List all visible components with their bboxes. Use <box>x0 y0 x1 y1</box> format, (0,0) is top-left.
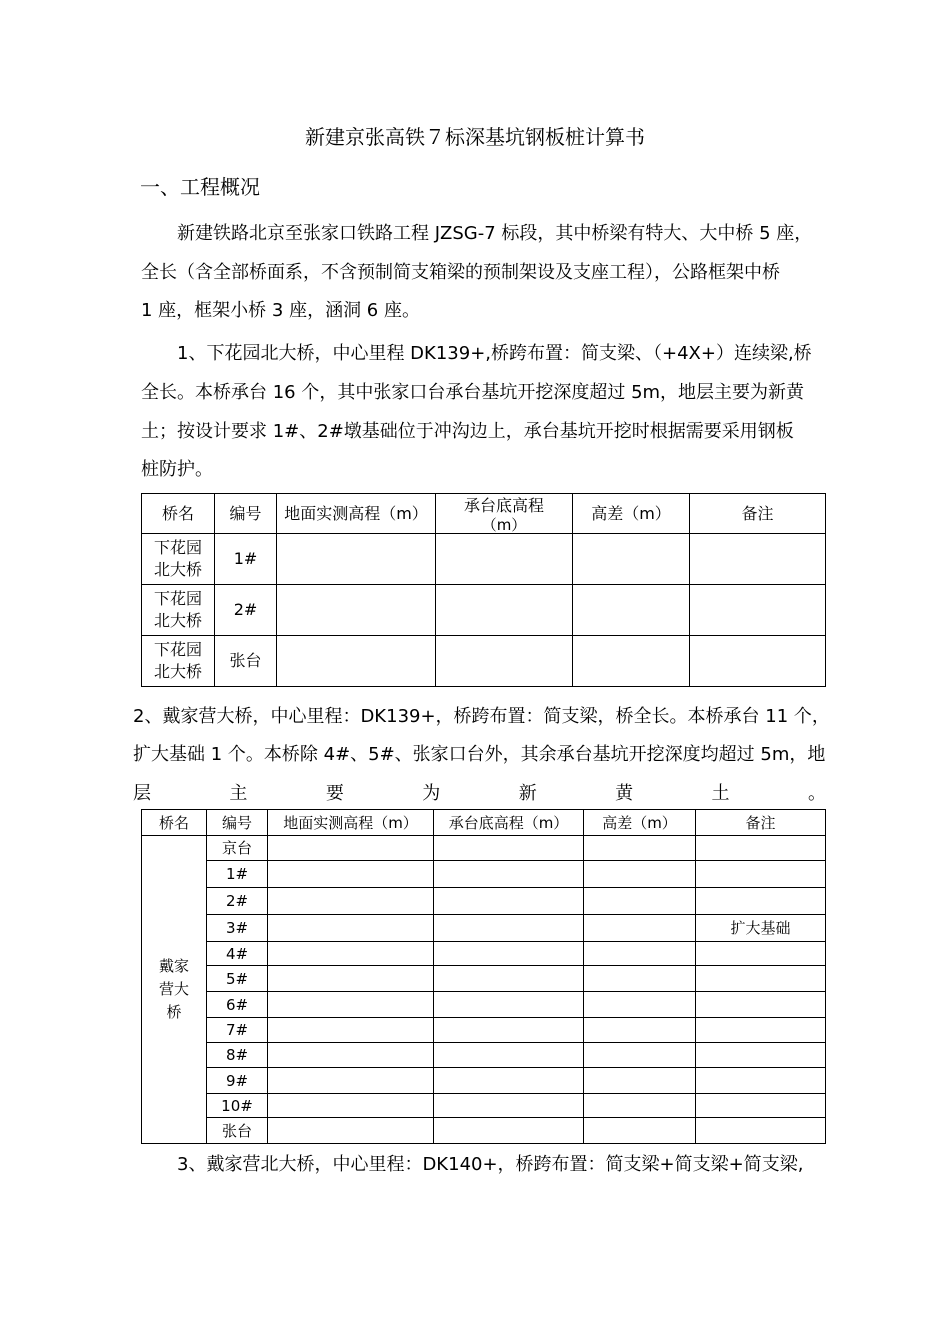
remarks-cell <box>696 1068 826 1094</box>
bridge-name-cell: 下花园 北大桥 <box>142 636 215 687</box>
empty-cell <box>434 1018 584 1043</box>
section-heading: 一、工程概况 <box>140 175 260 199</box>
empty-cell <box>584 1118 696 1144</box>
empty-cell <box>268 942 434 966</box>
number-cell: 6# <box>207 992 268 1018</box>
empty-cell <box>277 636 436 687</box>
empty-cell <box>268 1068 434 1094</box>
number-cell: 京台 <box>207 836 268 861</box>
empty-cell <box>690 636 826 687</box>
empty-cell <box>434 1068 584 1094</box>
empty-cell <box>584 915 696 942</box>
bridge-table-2 <box>141 809 826 1144</box>
empty-cell <box>268 966 434 992</box>
number-cell: 10# <box>207 1094 268 1118</box>
remarks-cell <box>696 992 826 1018</box>
empty-cell <box>584 1068 696 1094</box>
empty-cell <box>434 942 584 966</box>
empty-cell <box>434 915 584 942</box>
table-header-row <box>142 810 826 836</box>
header-bridge-name: 桥名 <box>142 810 207 836</box>
intro-line-3: 1 座，框架小桥 3 座，涵洞 6 座。 <box>141 300 420 321</box>
header-number: 编号 <box>215 494 277 534</box>
empty-cell <box>573 534 690 585</box>
header-remarks: 备注 <box>690 494 826 534</box>
empty-cell <box>434 888 584 915</box>
bridge-name-cell: 下花园 北大桥 <box>142 585 215 636</box>
empty-cell <box>584 1043 696 1068</box>
empty-cell <box>277 585 436 636</box>
intro-line-1: 新建铁路北京至张家口铁路工程 JZSG-7 标段，其中桥梁有特大、大中桥 5 座， <box>177 223 813 244</box>
remarks-cell <box>696 966 826 992</box>
header-remarks: 备注 <box>696 810 826 836</box>
remarks-cell <box>696 1018 826 1043</box>
bridge-table-1 <box>141 493 826 687</box>
empty-cell <box>268 861 434 888</box>
empty-cell <box>584 861 696 888</box>
header-bridge-name: 桥名 <box>142 494 215 534</box>
empty-cell <box>584 1094 696 1118</box>
header-height-difference: 高差（m） <box>573 494 690 534</box>
number-cell: 8# <box>207 1043 268 1068</box>
empty-cell <box>268 888 434 915</box>
remarks-cell <box>696 836 826 861</box>
remarks-cell <box>696 1094 826 1118</box>
header-cap-bottom-elevation: 承台底高程（m） <box>434 810 584 836</box>
table-row <box>142 1068 826 1094</box>
number-cell: 9# <box>207 1068 268 1094</box>
empty-cell <box>584 1018 696 1043</box>
item1-line-3: 土；按设计要求 1#、2#墩基础位于冲沟边上，承台基坑开挖时根据需要采用钢板 <box>141 421 794 442</box>
empty-cell <box>268 1018 434 1043</box>
empty-cell <box>434 1043 584 1068</box>
empty-cell <box>268 836 434 861</box>
table-row <box>142 1118 826 1144</box>
empty-cell <box>436 636 573 687</box>
table-row <box>142 966 826 992</box>
empty-cell <box>434 992 584 1018</box>
remarks-cell <box>696 942 826 966</box>
empty-cell <box>573 636 690 687</box>
header-ground-elevation: 地面实测高程（m） <box>268 810 434 836</box>
item3-line-1: 3、戴家营北大桥，中心里程：DK140+，桥跨布置：简支梁+简支梁+简支梁, <box>177 1154 804 1175</box>
item1-line-2: 全长。本桥承台 16 个，其中张家口台承台基坑开挖深度超过 5m，地层主要为新黄 <box>141 382 805 403</box>
remarks-cell: 扩大基础 <box>696 915 826 942</box>
empty-cell <box>268 915 434 942</box>
remarks-cell <box>696 1118 826 1144</box>
number-cell: 2# <box>215 585 277 636</box>
remarks-cell <box>696 888 826 915</box>
empty-cell <box>268 1094 434 1118</box>
empty-cell <box>268 1043 434 1068</box>
table-row <box>142 1018 826 1043</box>
header-height-difference: 高差（m） <box>584 810 696 836</box>
item2-line-3: 层 主 要 为 新 黄 土 。 <box>133 783 826 804</box>
document-title: 新建京张高铁７标深基坑钢板桩计算书 <box>305 125 645 149</box>
item2-line-2: 扩大基础 1 个。本桥除 4#、5#、张家口台外，其余承台基坑开挖深度均超过 5m，地 <box>133 744 826 765</box>
empty-cell <box>436 534 573 585</box>
empty-cell <box>584 966 696 992</box>
table-row <box>142 585 826 636</box>
number-cell: 1# <box>207 861 268 888</box>
header-ground-elevation: 地面实测高程（m） <box>277 494 436 534</box>
table-row <box>142 1094 826 1118</box>
number-cell: 2# <box>207 888 268 915</box>
empty-cell <box>434 966 584 992</box>
number-cell: 5# <box>207 966 268 992</box>
number-cell: 张台 <box>215 636 277 687</box>
empty-cell <box>434 1118 584 1144</box>
number-cell: 3# <box>207 915 268 942</box>
table-row <box>142 861 826 888</box>
number-cell: 4# <box>207 942 268 966</box>
header-number: 编号 <box>207 810 268 836</box>
number-cell: 1# <box>215 534 277 585</box>
table-row <box>142 888 826 915</box>
empty-cell <box>436 585 573 636</box>
table-row <box>142 992 826 1018</box>
item1-line-4: 桩防护。 <box>141 459 213 480</box>
empty-cell <box>584 836 696 861</box>
table-row <box>142 942 826 966</box>
empty-cell <box>584 942 696 966</box>
header-cap-bottom-elevation: 承台底高程 （m） <box>436 494 573 534</box>
item2-line-1: 2、戴家营大桥，中心里程：DK139+，桥跨布置：简支梁，桥全长。本桥承台 11 个， <box>133 706 830 727</box>
empty-cell <box>268 992 434 1018</box>
remarks-cell <box>696 1043 826 1068</box>
table-header-row <box>142 494 826 534</box>
table-row <box>142 534 826 585</box>
remarks-cell <box>696 861 826 888</box>
empty-cell <box>584 992 696 1018</box>
empty-cell <box>584 888 696 915</box>
table-row <box>142 836 826 861</box>
empty-cell <box>268 1118 434 1144</box>
bridge-name-cell: 下花园 北大桥 <box>142 534 215 585</box>
empty-cell <box>690 534 826 585</box>
empty-cell <box>573 585 690 636</box>
table-row <box>142 915 826 942</box>
table-row <box>142 1043 826 1068</box>
empty-cell <box>434 1094 584 1118</box>
empty-cell <box>277 534 436 585</box>
empty-cell <box>434 836 584 861</box>
bridge-name-cell: 戴家 营大 桥 <box>142 836 207 1144</box>
empty-cell <box>690 585 826 636</box>
number-cell: 张台 <box>207 1118 268 1144</box>
empty-cell <box>434 861 584 888</box>
number-cell: 7# <box>207 1018 268 1043</box>
intro-line-2: 全长（含全部桥面系，不含预制简支箱梁的预制架设及支座工程），公路框架中桥 <box>141 262 780 283</box>
item1-line-1: 1、下花园北大桥，中心里程 DK139+,桥跨布置：简支梁、（+4X+）连续梁,桥 <box>177 343 812 364</box>
table-row <box>142 636 826 687</box>
